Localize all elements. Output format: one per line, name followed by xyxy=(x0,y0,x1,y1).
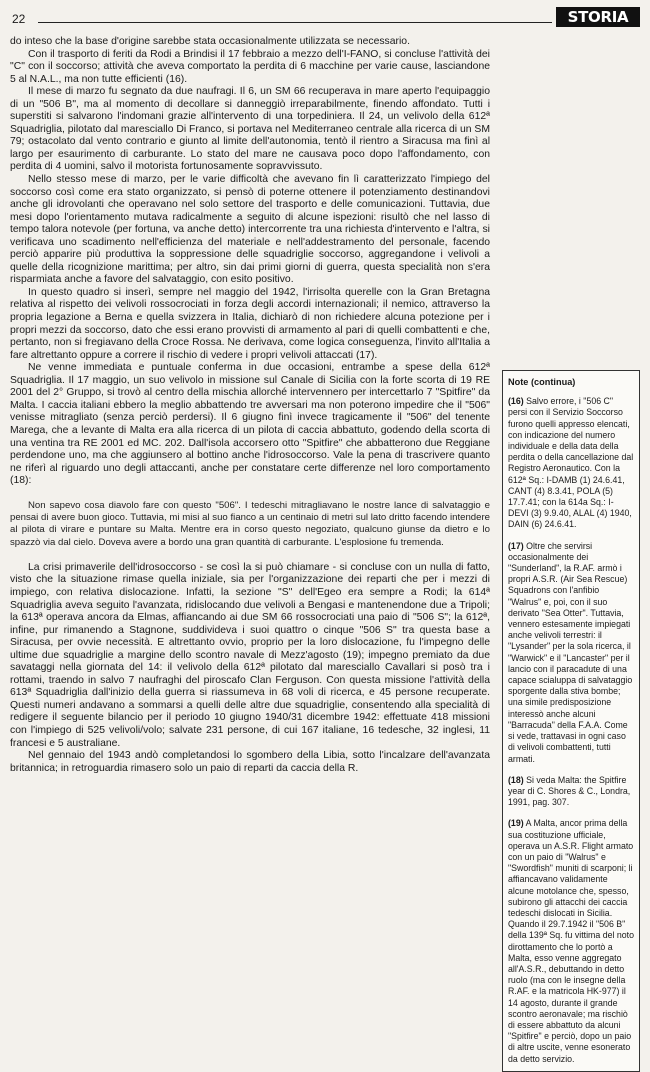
note-text: Si veda Malta: the Spitfire year di C. Shores & C., Londra, 1991, pag. 307. xyxy=(508,774,631,808)
note-number: (19) xyxy=(508,818,524,829)
note-item xyxy=(508,396,634,530)
article-paragraph: Con il trasporto di feriti da Rodi a Brindisi il 17 febbraio a mezzo dell'I-FANO, si concluse l'attività dei "C" con il soccorso; attività che aveva comportato la perdita di 6 macchine per varie cause, lasciandone 5 al N.A.L., ma non tutte efficienti (16). xyxy=(10,48,490,85)
main-article-column xyxy=(10,36,490,775)
article-paragraph: Nel gennaio del 1943 andò completandosi lo sgombero della Libia, sotto l'incalzare dell'avanzata britannica; in retroguardia rimasero solo un paio di reparti da caccia della R. xyxy=(10,750,490,774)
article-paragraph: In questo quadro si inserì, sempre nel maggio del 1942, l'irrisolta querelle con la Gran Bretagna relativa al rispetto dei velivoli rossocrociati in forza degli accordi internazionali; il nemico, attraverso la propria legazione a Berna e quella svizzera in Italia, dichiarò di non richiedere alcuna potezione per i propri mezzi da soccorso, dato che essi erano provvisti di armamento al pari di quelli combattenti e che, pertanto, non si fregiavano della Croce Rossa. Ne derivava, come logica conseguenza, l'invito all'Italia a fare altrettanto oppure a correre il rischio di vedere i propri velivoli attaccati (17). xyxy=(10,286,490,361)
notes-title: Note (continua) xyxy=(508,377,576,387)
note-text: Salvo errore, i "506 C" persi con il Servizio Soccorso furono quelli appresso elencati, con indicazione del numero individuale e della data della perdita o della cancellazione dal Registro Aeronautico. Con la 612ª Sq.: I-DAMB (1) 24.6.41, CANT (4) 8.3.41, POLA (5) 17.7.41; con la 614a Sq.: I-DEVI (3) 9.9.40, ALAL (4) 1940, DAIN (6) 24.6.41. xyxy=(508,396,634,530)
note-number: (16) xyxy=(508,396,524,407)
note-text: A Malta, ancor prima della sua costituzione ufficiale, operava un A.S.R. Flight armato con un paio di "Walrus" e "Swordfish" muniti di scarponi; li affiancavano validamente alcune motolance che, spesso, subirono gli attacchi dei caccia tedeschi dislocati in Sicilia. Quando il 29.7.1942 il "506 B" della 139ª Sq. fu vittima del noto dirottamento che lo portò a Malta, esso venne aggregato all'A.S.R., debuttando in detto ruolo (ma con le insegne della R.AF. e la matricola HK-977) il 14 agosto, durante il grande scontro aeronavale; ma rischiò di essere abbattuto da alcuni "Spitfire" e perciò, dopo un paio di altre uscite, venne esonerato da detto servizio. xyxy=(508,818,634,1064)
header-rule xyxy=(38,22,552,23)
note-item xyxy=(508,818,634,1064)
article-paragraph: Ne venne immediata e puntuale conferma in due occasioni, entrambe a spese della 612ª Squadriglia. Il 17 maggio, un suo velivolo in missione sul Canale di Sicilia con la forte scorta di 19 RE 2001 del 2° Gruppo, si trovò al centro della mischia allorché intervennero per intercettarlo 7 "Spitfire" da Malta. I caccia italiani ebbero la meglio abbattendo tre avversari ma non poterono impedire che il "506" venisse mitragliato (senza perciò perdersi). Il 6 giugno finì invece tragicamente il "506" del tenente Marega, che a levante di Malta era alla ricerca di un pilota di caccia abbattuto, godendo della scorta di una ventina tra RE 2001 ed MC. 202. Dall'isola accorsero otto "Spitfire" che abbatterono due Reggiane perdendone uno, ma che aggiunsero al bottino anche l'idrosoccorso. Vale la pena di trascrivere quanto ne riferì al riguardo uno degli attaccanti, anche per constatare certe differenze nel loro comportamento (18): xyxy=(10,362,490,487)
article-paragraph: Il mese di marzo fu segnato da due naufragi. Il 6, un SM 66 recuperava in mare aperto l'equipaggio di un "506 B", ma al momento di decollare si danneggiò irreparabilmente, finendo affondato. Tutti i superstiti si salvarono l'indomani grazie all'intervento di una torpediniera. Il 24, un velivolo della 612ª Squadriglia, pilotato dal maresciallo Di Franco, si portava nel Mediterraneo centrale alla ricerca di un SM 79; ostacolato dal vento contrario e giunto al limite dell'autonomia, tentò il rientro a Siracusa ma finì al largo per esaurimento di carburante. Lo stato del mare ne causava poco dopo l'affondamento, con perdita di 4 uomini, salvo il motorista fortunosamente sopravvissuto. xyxy=(10,86,490,173)
magazine-logo: STORIA xyxy=(556,7,640,27)
note-item xyxy=(508,775,634,809)
note-number: (18) xyxy=(508,774,524,785)
notes-sidebar xyxy=(502,370,640,1072)
page-number: 22 xyxy=(12,12,26,26)
note-number: (17) xyxy=(508,540,524,551)
article-paragraph: Nello stesso mese di marzo, per le varie difficoltà che avevano fin lì caratterizzato l'impiego del soccorso così come era stato organizzato, si pensò di poterne ottenere il potenziamento destinandovi anche gli idrovolanti che operavano nel solo settore del trasporto e delle comunicazioni. Tuttavia, due mesi dopo l'orientamento mutava radicalmente a seguito di alcune ispezioni: risultò che nel lasso di tempo talora notevole (per fortuna, va anche detto) intercorrente tra una richiesta d'intervento e l'altra, si verificava uno scadimento nell'efficienza del materiale e nell'addestramento del personale, facendo perciò apparire più produttiva la soppressione delle squadriglie soccorso, aggregandone i velivoli a quelle della ricognizione marittima; per altro, sin dai primi giorni di guerra, questa specialità non s'era risparmiata anche a favore del salvataggio, con esito positivo. xyxy=(10,174,490,286)
article-paragraph: do inteso che la base d'origine sarebbe stata occasionalmente utilizzata se necessario. xyxy=(10,36,410,47)
article-paragraph: La crisi primaverile dell'idrosoccorso - se così la si può chiamare - si concluse con un nulla di fatto, visto che la situazione rimase quella iniziale, sia per l'organizzazione dei reparti che per i mezzi di impiego, con relativa dislocazione. Infatti, la sezione "S" dell'Egeo era sempre a Rodi; la 614ª Squadriglia aveva seguito l'avanzata, ridislocando due velivoli a Bengasi e mantenendone due a Tripoli; la 613ª operava ancora da Elmas, affiancando ai due SM 66 rossocrociati una paio di "506 S"; la 612ª, infine, pur rimanendo a Stagnone, suddivideva i suoi quattro o cinque "506 S" tra questa base a Siracusa, per ovvie necessità. E altrettanto ovvio, proprio per la loro dislocazione, fu l'impegno delle ultime due squadriglie a margine dello scontro navale di Mezz'agosto (19); impegno premiato da due savataggi nella giornata del 14: il velivolo della 612ª pilotato dal maresciallo Cavallari si posò tra i rottami, traendo in salvo 7 naufraghi del piroscafo Clan Ferguson. Con questa missione l'attività della 613ª Squadriglia dall'inizio della guerra si riassumeva in 68 voli di ricerca, e 45 persone recuperate. Questi numeri andavano a sommarsi a quelli delle altre due squadriglie, consentendo alla specialità di redigere il seguente bilancio per il periodo 10 giugno 1940/31 dicembre 1942: effettuate 418 missioni con l'impiego di 525 velivoli/volo; salvate 231 persone, di cui 167 italiane, 16 tedesche, 32 inglesi, 11 francesi e 5 australiane. xyxy=(10,561,490,749)
quoted-testimony: Non sapevo cosa diavolo fare con questo "506". I tedeschi mitragliavano le nostre lance di salvataggio e pensai di avere buon gioco. Tuttavia, mi misi al suo fianco a un centinaio di metri sul lato dritto facendo intendere al pilota di virare e puntare su Malta. Mentre era in corso questo negoziato, qualcuno giunse da dietro e lo spazzò via dal cielo. Doveva avere a bordo una gran quantità di carburante. L'esplosione fu tremenda. xyxy=(10,499,490,548)
note-item xyxy=(508,541,634,765)
note-text: Oltre che servirsi occasionalmente dei "Sunderland", la R.AF. armò i propri A.S.R. (Air Sea Rescue) Squadrons con l'anfibio "Walrus" e, poi, con il suo derivato "Sea Otter". Tuttavia, vennero estesamente impiegati anche velivoli terrestri: il "Lysander" per la sola ricerca, il "Warwick" e il "Lancaster" per il lancio con il paracadute di una capace scialuppa di salvataggio sporgente dalla stiva bombe; una simile predisposizione interessò anche alcuni "Barracuda" della F.A.A. Come si vede, trattavasi in ogni caso di velivoli combattenti, tutti armati. xyxy=(508,540,633,764)
